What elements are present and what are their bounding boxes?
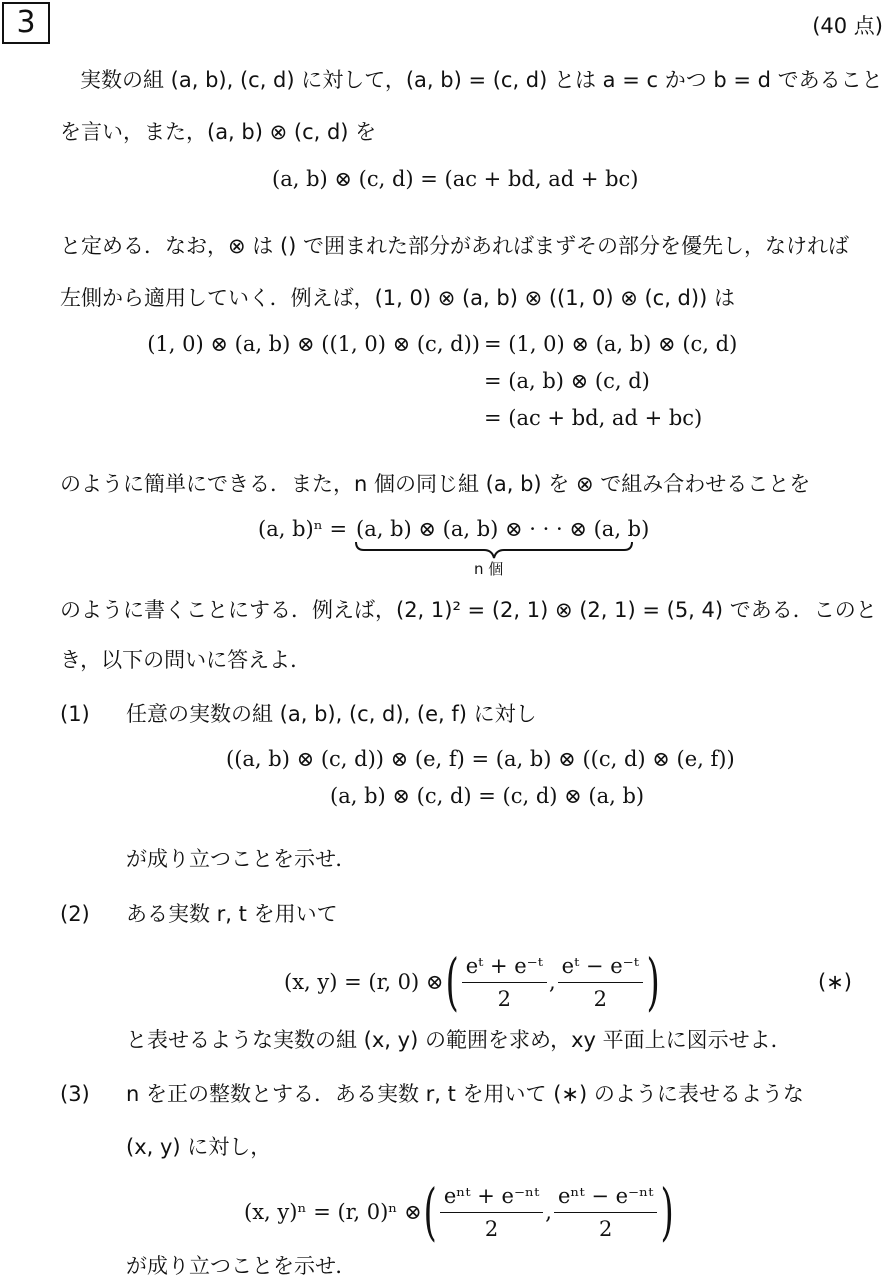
comma: , [545, 1200, 552, 1224]
q1-tail: が成り立つことを示せ． [126, 847, 357, 871]
brace-label: n 個 [474, 560, 504, 578]
q1-text: 任意の実数の組 (a, b), (c, d), (e, f) に対し [126, 702, 537, 726]
q2-fraction-1 [462, 952, 547, 1013]
q3-equation [244, 1170, 676, 1254]
q3-eq-lhs: (x, y)ⁿ = (r, 0)ⁿ ⊗ [244, 1200, 422, 1224]
q3-text: n を正の整数とする．ある実数 r, t を用いて (∗) のように表せるような [126, 1082, 804, 1106]
left-paren: ( [423, 1175, 437, 1248]
q1-label: (1) [60, 702, 90, 726]
q2-equation [284, 940, 661, 1024]
comma: , [548, 970, 556, 994]
q2-frac1-den: 2 [497, 986, 512, 1011]
q2-fraction-2 [558, 952, 643, 1013]
q3-frac2-num: eⁿᵗ − e⁻ⁿᵗ [554, 1182, 657, 1213]
q2-label: (2) [60, 902, 90, 926]
q1-equation-1: ((a, b) ⊗ (c, d)) ⊗ (e, f) = (a, b) ⊗ ((c, d) ⊗ (e, f)) [226, 747, 735, 771]
example-rhs-3: = (ac + bd, ad + bc) [484, 406, 703, 430]
right-paren: ) [660, 1175, 675, 1248]
q3-frac2-den: 2 [599, 1216, 613, 1241]
intro-line-6: のように書くことにする．例えば，(2, 1)² = (2, 1) ⊗ (2, 1) = (5, 4) である．このと [60, 598, 877, 622]
q3-tail: が成り立つことを示せ． [126, 1254, 357, 1278]
q3-fraction-1 [440, 1182, 543, 1243]
example-rhs-2: = (a, b) ⊗ (c, d) [484, 369, 650, 393]
q3-label: (3) [60, 1082, 90, 1106]
intro-line-2: を言い，また，(a, b) ⊗ (c, d) を [60, 120, 377, 144]
q3-frac1-num: eⁿᵗ + e⁻ⁿᵗ [440, 1182, 543, 1213]
power-lhs: (a, b)ⁿ = [258, 517, 348, 541]
q2-eq-lhs: (x, y) = (r, 0) ⊗ [284, 970, 444, 994]
intro-line-5: のように簡単にできる．また，n 個の同じ組 (a, b) を ⊗ で組み合わせることを [60, 472, 811, 496]
example-lhs: (1, 0) ⊗ (a, b) ⊗ ((1, 0) ⊗ (c, d)) [147, 332, 480, 356]
q2-tag: (∗) [818, 970, 852, 994]
intro-line-7: き，以下の問いに答えよ． [60, 648, 312, 672]
q3-fraction-2 [554, 1182, 657, 1243]
left-paren: ( [444, 945, 459, 1018]
underbrace [354, 540, 634, 562]
intro-line-3: と定める．なお，⊗ は () で囲まれた部分があればまずその部分を優先し，なければ [60, 234, 850, 258]
example-rhs-1: = (1, 0) ⊗ (a, b) ⊗ (c, d) [484, 332, 738, 356]
q2-frac1-num: eᵗ + e⁻ᵗ [462, 952, 547, 983]
problem-number-box: 3 [2, 2, 50, 44]
q3-frac1-den: 2 [484, 1216, 499, 1241]
intro-line-1: 実数の組 (a, b), (c, d) に対して，(a, b) = (c, d) とは a = c かつ b = d であること [80, 68, 883, 92]
q1-equation-2: (a, b) ⊗ (c, d) = (c, d) ⊗ (a, b) [330, 784, 645, 808]
q2-frac2-num: eᵗ − e⁻ᵗ [558, 952, 643, 983]
q2-frac2-den: 2 [593, 986, 607, 1011]
power-rhs: (a, b) ⊗ (a, b) ⊗ · · · ⊗ (a, b) [356, 517, 650, 541]
intro-line-4: 左側から適用していく．例えば，(1, 0) ⊗ (a, b) ⊗ ((1, 0) ⊗ (c, d)) は [60, 286, 735, 310]
points-label: (40 点) [812, 14, 883, 38]
q2-text: ある実数 r, t を用いて [126, 902, 338, 926]
right-paren: ) [646, 945, 660, 1018]
q3-text-2: (x, y) に対し， [126, 1135, 272, 1159]
q2-tail: と表せるような実数の組 (x, y) の範囲を求め，xy 平面上に図示せよ． [126, 1028, 792, 1052]
definition-equation: (a, b) ⊗ (c, d) = (ac + bd, ad + bc) [272, 167, 639, 191]
